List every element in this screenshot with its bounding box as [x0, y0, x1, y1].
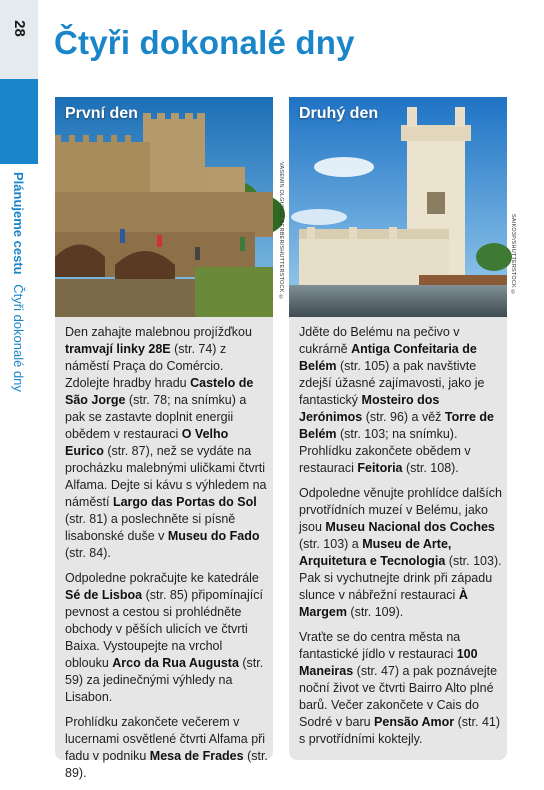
- body-text: (str. 103) a: [299, 537, 363, 551]
- place-name: Arco da Rua Augusta: [112, 656, 239, 670]
- day-1-heading: První den: [65, 105, 138, 122]
- place-name: Antiga Confeitaria de Belém: [299, 342, 477, 373]
- photo-credit-1: VASEMIN OLGUNOZ BERBER/SHUTTERSTOCK ©: [278, 162, 284, 301]
- page-number-box: [0, 0, 38, 79]
- place-name: Museu Nacional dos Coches: [325, 520, 495, 534]
- day-2-heading: Druhý den: [299, 105, 379, 122]
- page-title: Čtyři dokonalé dny: [54, 24, 355, 61]
- body-text: Vraťte se do centra města na fantastické jídlo v restauraci: [299, 630, 461, 661]
- body-text: (str. 41) s prvotřídními koktejly.: [299, 715, 501, 746]
- place-name: Torre de Belém: [299, 410, 494, 441]
- body-text: (str. 103). Pak si vychutnejte drink při západu slunce v nábřežní restauraci: [299, 554, 502, 602]
- photo-credit-2: SAIKO3P/SHUTTERSTOCK ©: [510, 214, 516, 296]
- day-1-paragraph-3: [65, 714, 268, 782]
- day-2-paragraph-2: [299, 485, 502, 621]
- day-1-paragraph-1: [65, 324, 268, 562]
- day-1-text: [65, 324, 268, 790]
- day-2-paragraph-1: [299, 324, 502, 477]
- body-text: (str. 105) a pak navštivte zdejší úžasné zajímavosti, jako je fantastický: [299, 359, 485, 407]
- castle-photo: [55, 97, 273, 317]
- body-text: (str. 74) z náměstí Praça do Comércio. Zdolejte hradby hradu: [65, 342, 227, 390]
- page-number: 28: [10, 20, 28, 37]
- body-text: (str. 89).: [65, 749, 268, 780]
- place-name: Mesa de Frades: [149, 749, 244, 763]
- running-header: [9, 172, 27, 392]
- section-name: Plánujeme cestu: [11, 172, 26, 275]
- day-2-paragraph-3: [299, 629, 502, 748]
- body-text: Prohlídku zakončete večerem v lucernami osvětlené čtvrti Alfama při fadu v podniku: [65, 715, 266, 763]
- subsection-name: Čtyři dokonalé dny: [11, 284, 26, 392]
- body-text: (str. 108).: [402, 461, 459, 475]
- body-text: Odpoledne věnujte prohlídce dalších prvotřídních muzeí v Belému, jako jsou: [299, 486, 502, 534]
- day-card-2: [289, 97, 507, 760]
- place-name: Largo das Portas do Sol: [112, 495, 257, 509]
- body-text: (str. 87), než se vydáte na procházku malebnými uličkami čtvrti Alfama. Dejte si kávu s výhledem na náměstí: [65, 444, 267, 509]
- place-name: Mosteiro dos Jerónimos: [299, 393, 440, 424]
- place-name: tramvají linky 28E: [65, 342, 171, 356]
- sidebar-strip: [0, 0, 38, 785]
- day-2-text: [299, 324, 502, 756]
- place-name: Sé de Lisboa: [65, 588, 143, 602]
- place-name: Feitoria: [357, 461, 403, 475]
- body-text: (str. 81) a poslechněte si písně lisabonské duše v: [65, 512, 236, 543]
- body-text: (str. 85) připomínající pevnost a cestou si prohlédněte obchody v pěších ulicích ve čtvrti Baixa. Vystoupejte na vrchol oblouku: [65, 588, 263, 670]
- day-1-paragraph-2: [65, 570, 268, 706]
- body-text: (str. 109).: [346, 605, 404, 619]
- place-name: Museu do Fado: [167, 529, 260, 543]
- place-name: À Margem: [299, 588, 468, 619]
- section-tab: [0, 79, 38, 164]
- day-card-1: [55, 97, 273, 780]
- place-name: Castelo de São Jorge: [65, 376, 254, 407]
- body-text: Jděte do Belému na pečivo v cukrárně: [299, 325, 460, 356]
- body-text: Odpoledne pokračujte ke katedrále: [65, 571, 259, 585]
- place-name: Pensão Amor: [374, 715, 455, 729]
- body-text: (str. 59) za jedinečnými výhledy na Lisabon.: [65, 656, 264, 704]
- place-name: O Velho Eurico: [65, 427, 229, 458]
- body-text: (str. 96) a věž: [362, 410, 445, 424]
- body-text: Den zahajte malebnou projížďkou: [65, 325, 252, 339]
- place-name: 100 Maneiras: [299, 647, 478, 678]
- tower-photo: [289, 97, 507, 317]
- body-text: (str. 103; na snímku). Prohlídku zakončete obědem v restauraci: [299, 427, 471, 475]
- place-name: Museu de Arte, Arquitetura e Tecnologia: [299, 537, 452, 568]
- body-text: (str. 78; na snímku) a pak se zastavte doplnit energii obědem v restauraci: [65, 393, 247, 441]
- body-text: (str. 47) a pak poznávejte noční život ve čtvrti Bairro Alto plné barů. Večer zakončete v Cais do Sodré v baru: [299, 664, 498, 729]
- body-text: (str. 84).: [65, 546, 111, 560]
